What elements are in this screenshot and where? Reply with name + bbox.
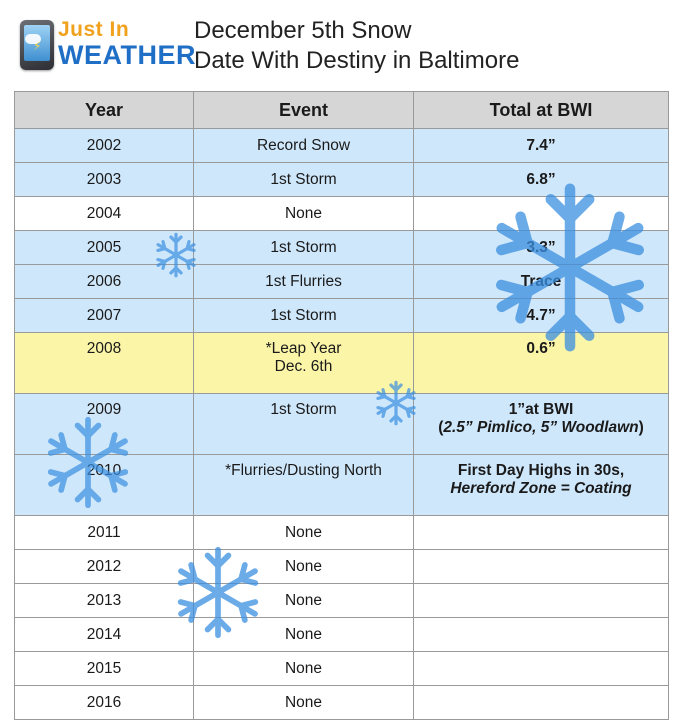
total-cell: [414, 686, 669, 720]
year-cell: 2011: [15, 516, 194, 550]
table-row: [15, 652, 669, 686]
total-cell: 6.8”: [414, 163, 669, 197]
table-row: [15, 333, 669, 394]
year-cell: 2012: [15, 550, 194, 584]
event-cell: None: [194, 197, 414, 231]
event-header: Event: [194, 92, 414, 129]
snow-history-table: [14, 91, 669, 720]
event-cell: None: [194, 686, 414, 720]
event-cell: 1st Storm: [194, 394, 414, 455]
event-cell: *Flurries/Dusting North: [194, 455, 414, 516]
total-cell: [414, 197, 669, 231]
logo-text-top: Just In: [58, 18, 130, 41]
total-cell: Trace: [414, 265, 669, 299]
table-row: [15, 197, 669, 231]
event-cell: 1st Storm: [194, 231, 414, 265]
total-cell: [414, 394, 669, 455]
total-paren-close: ): [638, 419, 644, 436]
event-cell: None: [194, 584, 414, 618]
phone-logo-icon: ⚡: [20, 20, 54, 70]
year-cell: 2003: [15, 163, 194, 197]
event-cell: [194, 333, 414, 394]
table-row: [15, 129, 669, 163]
year-header: Year: [15, 92, 194, 129]
event-line-1: *Leap Year: [265, 340, 342, 357]
table-row: [15, 163, 669, 197]
total-line-1: First Day Highs in 30s,: [457, 462, 625, 479]
year-cell: 2008: [15, 333, 194, 394]
year-cell: 2009: [15, 394, 194, 455]
year-cell: 2015: [15, 652, 194, 686]
total-cell: 3.3”: [414, 231, 669, 265]
total-line-2: Hereford Zone = Coating: [450, 480, 632, 497]
total-cell: [414, 550, 669, 584]
total-paren-open: (: [438, 419, 444, 436]
total-cell: [414, 455, 669, 516]
brand-logo: [20, 18, 196, 74]
page-title: [194, 16, 519, 76]
year-cell: 2002: [15, 129, 194, 163]
total-header: Total at BWI: [414, 92, 669, 129]
year-cell: 2007: [15, 299, 194, 333]
title-line-2: Date With Destiny in Baltimore: [194, 47, 520, 74]
total-cell: [414, 618, 669, 652]
total-cell: 7.4”: [414, 129, 669, 163]
table-row: [15, 394, 669, 455]
table-row: [15, 231, 669, 265]
event-cell: None: [194, 550, 414, 584]
year-cell: 2005: [15, 231, 194, 265]
event-cell: None: [194, 618, 414, 652]
event-cell: Record Snow: [194, 129, 414, 163]
table-row: [15, 299, 669, 333]
total-cell: [414, 584, 669, 618]
title-line-1: December 5th Snow: [194, 17, 412, 44]
total-cell: [414, 652, 669, 686]
event-cell: 1st Storm: [194, 299, 414, 333]
year-cell: 2006: [15, 265, 194, 299]
event-line-2: Dec. 6th: [274, 358, 333, 375]
table-row: [15, 516, 669, 550]
total-cell: [414, 516, 669, 550]
header-row: [15, 92, 669, 129]
table-row: [15, 455, 669, 516]
year-cell: 2014: [15, 618, 194, 652]
table-row: [15, 686, 669, 720]
table-row: [15, 584, 669, 618]
total-cell: 0.6”: [414, 333, 669, 394]
event-cell: None: [194, 652, 414, 686]
year-cell: 2013: [15, 584, 194, 618]
event-cell: 1st Flurries: [194, 265, 414, 299]
year-cell: 2016: [15, 686, 194, 720]
total-cell: 4.7”: [414, 299, 669, 333]
event-cell: 1st Storm: [194, 163, 414, 197]
total-note: 2.5” Pimlico, 5” Woodlawn: [443, 419, 639, 436]
year-cell: 2004: [15, 197, 194, 231]
table-row: [15, 265, 669, 299]
event-cell: None: [194, 516, 414, 550]
total-line-2: [414, 419, 668, 437]
table-row: [15, 618, 669, 652]
table-row: [15, 550, 669, 584]
logo-text-bottom: WEATHER: [58, 40, 196, 70]
year-cell: 2010: [15, 455, 194, 516]
total-line-1: 1”at BWI: [508, 401, 574, 418]
